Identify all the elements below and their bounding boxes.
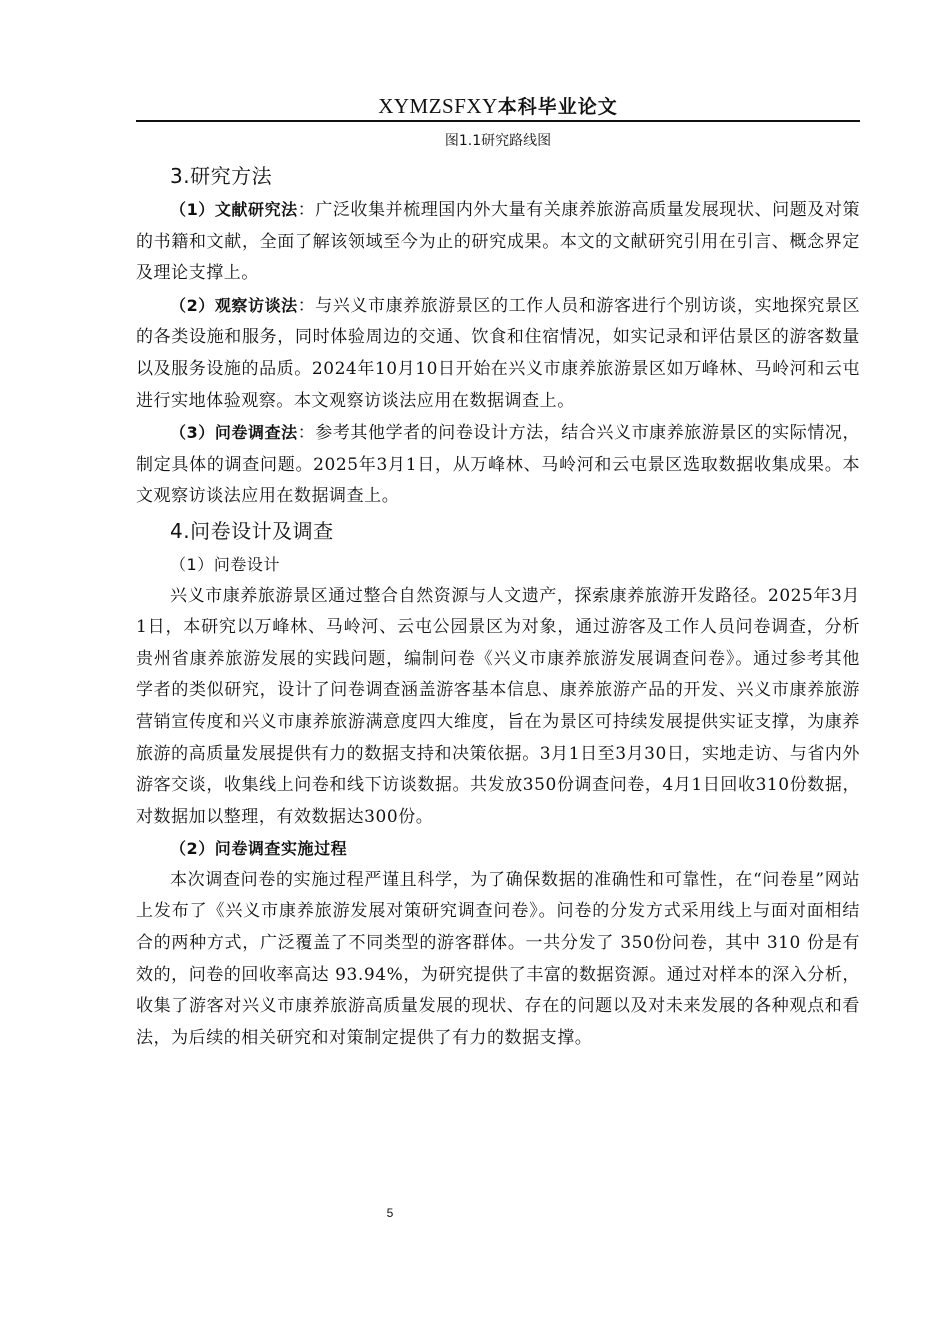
page-header	[136, 92, 860, 120]
method-text: ：参考其他学者的问卷设计方法，结合兴义市康养旅游景区的实际情况，制定具体的调查问题。2025年3月1日，从万峰林、马岭河和云屯景区选取数据收集成果。本文观察访谈法应用在数据调查上。	[136, 423, 860, 507]
survey-design-paragraph: 兴义市康养旅游景区通过整合自然资源与人文遗产，探索康养旅游开发路径。2025年3月1日，本研究以万峰林、马岭河、云屯公园景区为对象，通过游客及工作人员问卷调查，分析贵州省康养旅游发展的实践问题，编制问卷《兴义市康养旅游发展调查问卷》。通过参考其他学者的类似研究，设计了问卷调查涵盖游客基本信息、康养旅游产品的开发、兴义市康养旅游营销宣传度和兴义市康养旅游满意度四大维度，旨在为景区可持续发展提供实证支撑，为康养旅游的高质量发展提供有力的数据支持和决策依据。3月1日至3月30日，实地走访、与省内外游客交谈，收集线上问卷和线下访谈数据。共发放350份调查问卷，4月1日回收310份数据，对数据加以整理，有效数据达300份。	[136, 585, 860, 827]
subsection-heading-design: （1）问卷设计	[170, 554, 281, 574]
figure-caption: 图1.1研究路线图	[444, 133, 552, 149]
method-text: ：与兴义市康养旅游景区的工作人员和游客进行个别访谈，实地探究景区的各类设施和服务，同时体验周边的交通、饮食和住宿情况，如实记录和评估景区的游客数量以及服务设施的品质。2024年10月10日开始在兴义市康养旅游景区如万峰林、马岭河和云屯进行实地体验观察。本文观察访谈法应用在数据调查上。	[136, 295, 860, 411]
subsection-heading-process	[136, 833, 860, 865]
page-number: 5	[386, 1206, 394, 1220]
method-paragraph-literature	[136, 194, 860, 290]
method-label: （3）问卷调查法	[170, 423, 298, 443]
section-heading-survey: 4.问卷设计及调查	[170, 518, 334, 543]
page-body	[136, 158, 860, 1054]
header-latin-title: XYMZSFXY	[378, 94, 498, 118]
method-paragraph-observation	[136, 290, 860, 417]
header-divider	[136, 120, 860, 122]
method-paragraph-questionnaire	[136, 417, 860, 513]
subsection-heading-process-label: （2）问卷调查实施过程	[170, 839, 348, 859]
method-label: （2）观察访谈法	[170, 295, 298, 315]
section-heading-methods: 3.研究方法	[170, 164, 273, 188]
method-text: ：广泛收集并梳理国内外大量有关康养旅游高质量发展现状、问题及对策的书籍和文献，全面了解该领域至今为止的研究成果。本文的文献研究引用在引言、概念界定及理论支撑上。	[136, 200, 860, 284]
survey-process-paragraph: 本次调查问卷的实施过程严谨且科学，为了确保数据的准确性和可靠性，在“问卷星”网站上发布了《兴义市康养旅游发展对策研究调查问卷》。问卷的分发方式采用线上与面对面相结合的两种方式，广泛覆盖了不同类型的游客群体。一共分发了 350份问卷，其中 310 份是有效的，问卷的回收率高达 93.94%，为研究提供了丰富的数据资源。通过对样本的深入分析，收集了游客对兴义市康养旅游高质量发展的现状、存在的问题以及对未来发展的各种观点和看法，为后续的相关研究和对策制定提供了有力的数据支撑。	[136, 869, 860, 1048]
header-thesis-title: 本科毕业论文	[497, 96, 618, 118]
method-label: （1）文献研究法	[170, 200, 298, 219]
